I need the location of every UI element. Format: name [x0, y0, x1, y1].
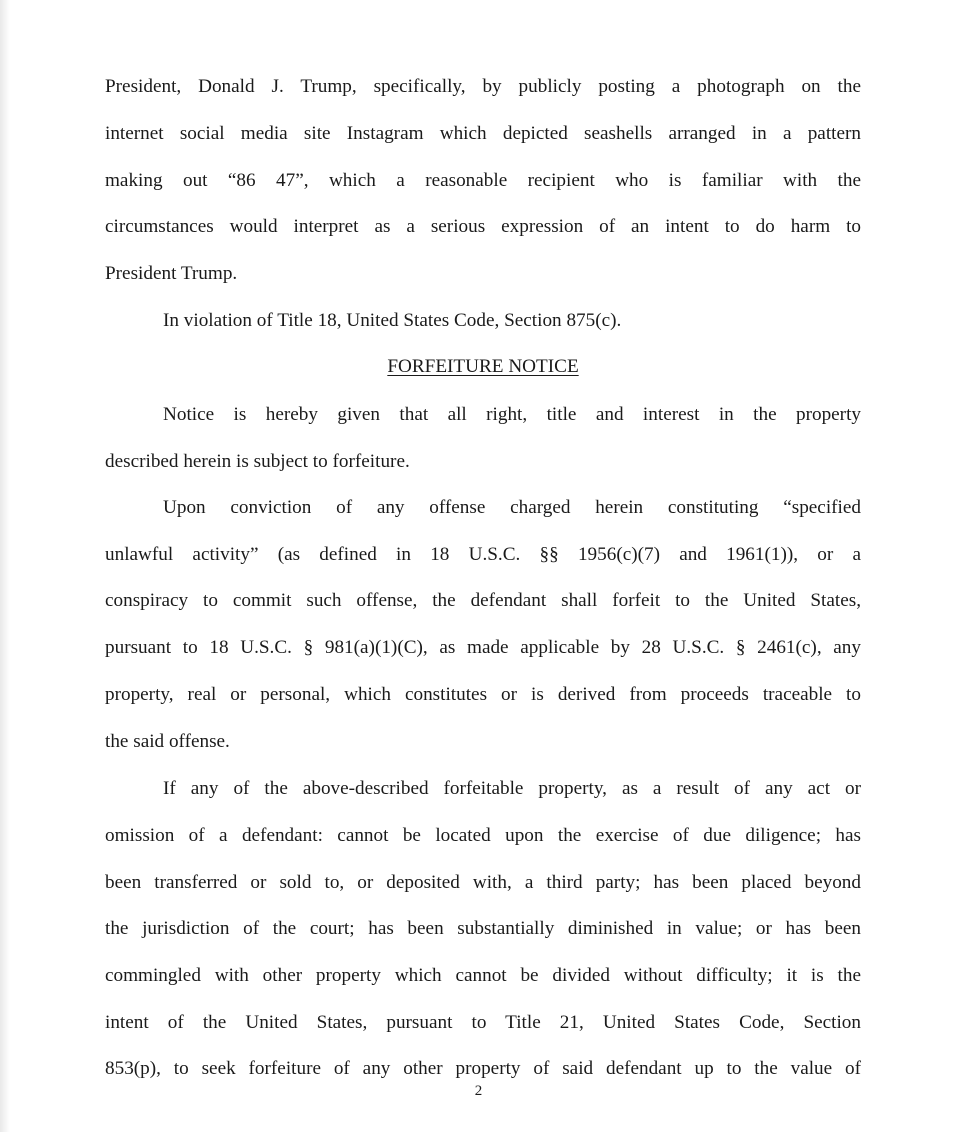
body-line: the said offense. — [105, 731, 230, 752]
body-line: unlawful activity” (as defined in 18 U.S.C. §§ 1956(c)(7) and 1961(1)), or a — [105, 544, 861, 565]
body-line: circumstances would interpret as a serious expression of an intent to do harm to — [105, 216, 861, 237]
scan-edge-shadow — [0, 0, 10, 1132]
body-line: President Trump. — [105, 263, 238, 284]
body-line: If any of the above-described forfeitable property, as a result of any act or — [163, 778, 861, 799]
violation-statement: In violation of Title 18, United States Code, Section 875(c). — [163, 310, 622, 331]
body-line: internet social media site Instagram which depicted seashells arranged in a pattern — [105, 123, 861, 144]
body-line: making out “86 47”, which a reasonable recipient who is familiar with the — [105, 170, 861, 191]
body-line: pursuant to 18 U.S.C. § 981(a)(1)(C), as made applicable by 28 U.S.C. § 2461(c), any — [105, 637, 861, 658]
body-line: President, Donald J. Trump, specifically, by publicly posting a photograph on the — [105, 76, 861, 97]
page-number: 2 — [474, 1083, 483, 1099]
body-line: Notice is hereby given that all right, title and interest in the property — [163, 404, 861, 425]
body-line: omission of a defendant: cannot be located upon the exercise of due diligence; has — [105, 825, 861, 846]
body-line: intent of the United States, pursuant to Title 21, United States Code, Section — [105, 1012, 861, 1033]
section-heading: FORFEITURE NOTICE — [387, 356, 579, 377]
body-line: described herein is subject to forfeiture. — [105, 451, 410, 472]
body-line: Upon conviction of any offense charged herein constituting “specified — [163, 497, 861, 518]
body-line: 853(p), to seek forfeiture of any other property of said defendant up to the value of — [105, 1058, 861, 1079]
body-line: commingled with other property which cannot be divided without difficulty; it is the — [105, 965, 861, 986]
body-line: been transferred or sold to, or deposited with, a third party; has been placed beyond — [105, 872, 861, 893]
body-line: property, real or personal, which constitutes or is derived from proceeds traceable to — [105, 684, 861, 705]
body-line: conspiracy to commit such offense, the defendant shall forfeit to the United States, — [105, 590, 861, 611]
body-line: the jurisdiction of the court; has been substantially diminished in value; or has been — [105, 918, 861, 939]
